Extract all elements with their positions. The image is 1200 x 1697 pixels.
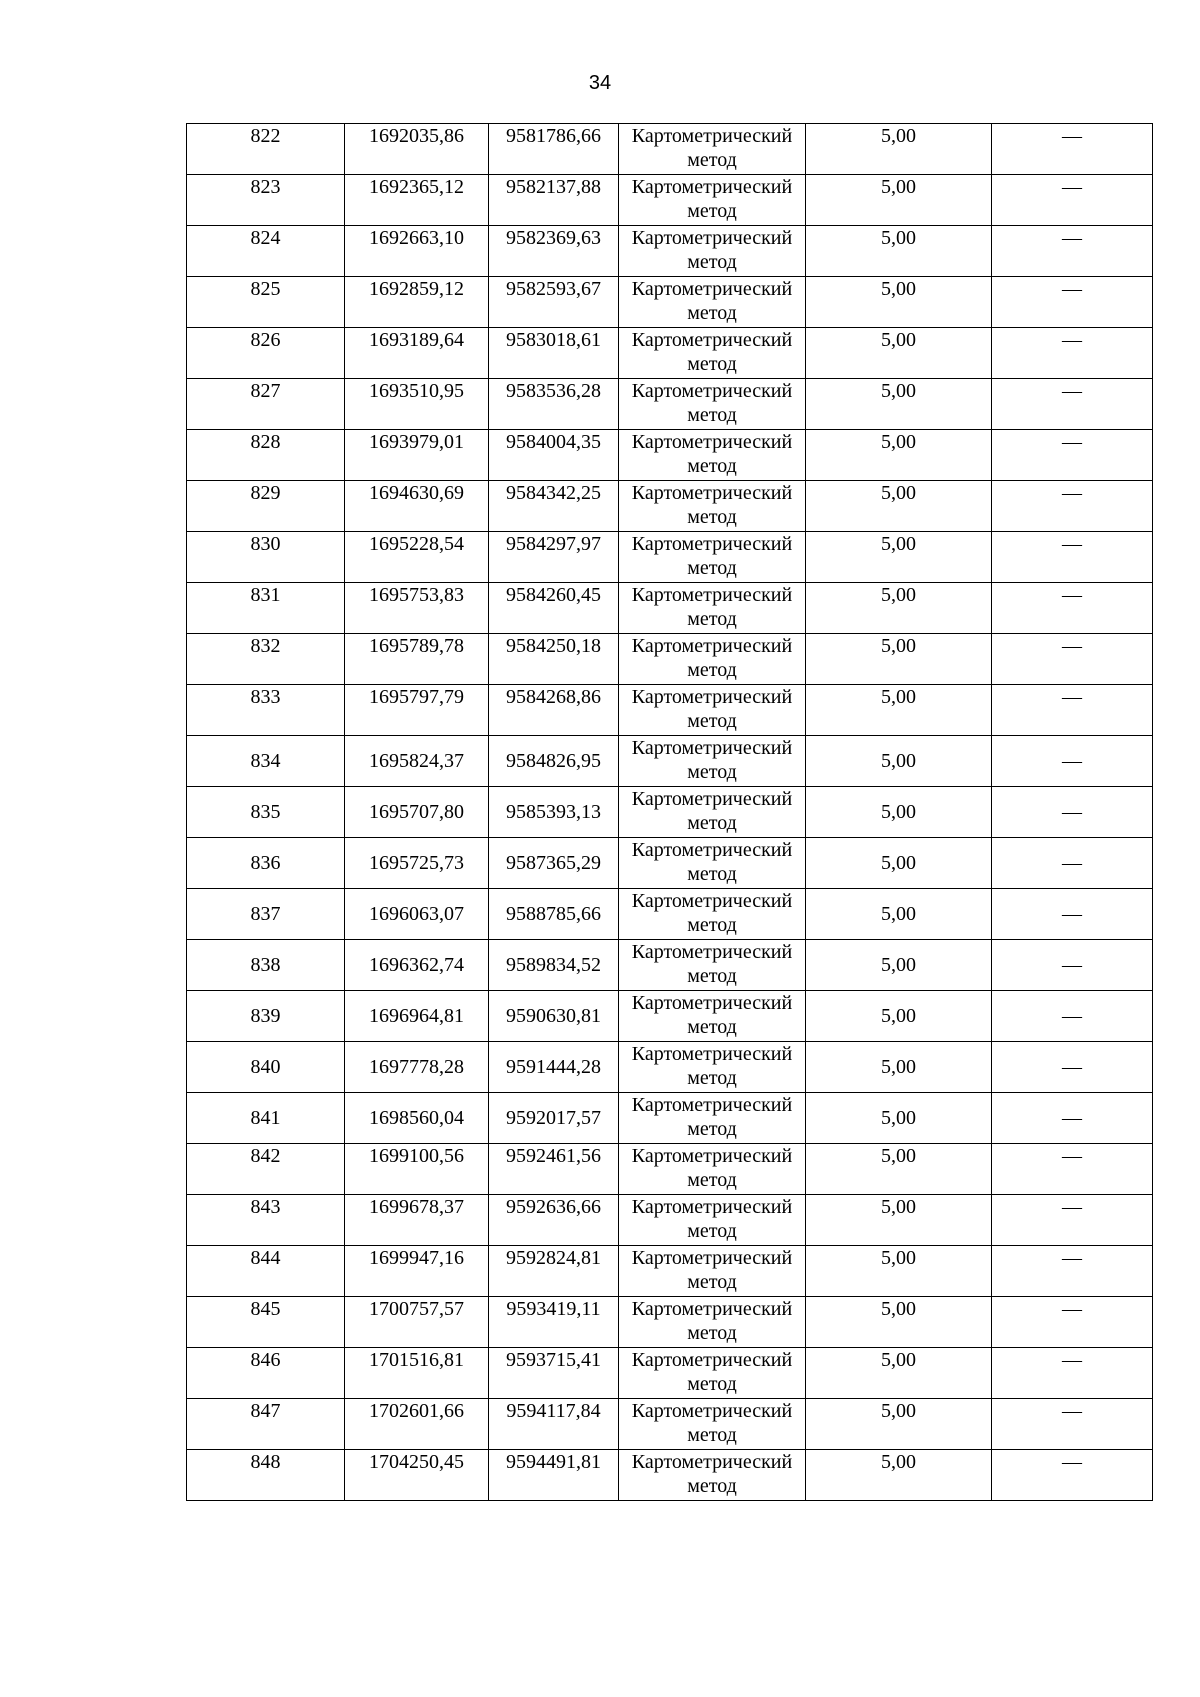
coordinates-table	[186, 123, 1153, 1501]
point-number-cell: 848	[187, 1450, 345, 1501]
point-number-cell: 826	[187, 328, 345, 379]
method-line-2: метод	[687, 1067, 737, 1089]
description-cell: —	[992, 1093, 1153, 1144]
method-line-1: Картометрический	[631, 533, 793, 555]
point-number-cell: 844	[187, 1246, 345, 1297]
description-cell: —	[992, 124, 1153, 175]
method-line-1: Картометрический	[631, 1145, 793, 1167]
description-cell: —	[992, 1144, 1153, 1195]
y-coordinate-cell: 9582593,67	[489, 277, 619, 328]
x-coordinate-cell: 1702601,66	[345, 1399, 489, 1450]
table-row	[187, 175, 1153, 226]
y-coordinate-cell: 9591444,28	[489, 1042, 619, 1093]
description-cell: —	[992, 1042, 1153, 1093]
x-coordinate-cell: 1695797,79	[345, 685, 489, 736]
description-cell: —	[992, 532, 1153, 583]
description-cell: —	[992, 175, 1153, 226]
accuracy-cell: 5,00	[806, 328, 992, 379]
accuracy-cell: 5,00	[806, 175, 992, 226]
method-cell	[619, 1348, 806, 1399]
method-line-1: Картометрический	[631, 788, 793, 810]
table-row	[187, 1348, 1153, 1399]
method-line-2: метод	[687, 965, 737, 987]
method-cell	[619, 1093, 806, 1144]
x-coordinate-cell: 1693510,95	[345, 379, 489, 430]
point-number-cell: 825	[187, 277, 345, 328]
description-cell: —	[992, 1450, 1153, 1501]
table-row	[187, 1246, 1153, 1297]
method-cell	[619, 1450, 806, 1501]
method-line-1: Картометрический	[631, 431, 793, 453]
x-coordinate-cell: 1698560,04	[345, 1093, 489, 1144]
y-coordinate-cell: 9582369,63	[489, 226, 619, 277]
method-line-1: Картометрический	[631, 635, 793, 657]
method-line-1: Картометрический	[631, 1043, 793, 1065]
method-line-2: метод	[687, 506, 737, 528]
description-cell: —	[992, 481, 1153, 532]
table-row	[187, 940, 1153, 991]
method-line-2: метод	[687, 1271, 737, 1293]
table-row	[187, 1399, 1153, 1450]
x-coordinate-cell: 1704250,45	[345, 1450, 489, 1501]
y-coordinate-cell: 9592636,66	[489, 1195, 619, 1246]
method-line-2: метод	[687, 302, 737, 324]
y-coordinate-cell: 9590630,81	[489, 991, 619, 1042]
y-coordinate-cell: 9581786,66	[489, 124, 619, 175]
description-cell: —	[992, 787, 1153, 838]
y-coordinate-cell: 9584004,35	[489, 430, 619, 481]
x-coordinate-cell: 1700757,57	[345, 1297, 489, 1348]
y-coordinate-cell: 9587365,29	[489, 838, 619, 889]
accuracy-cell: 5,00	[806, 685, 992, 736]
table-row	[187, 685, 1153, 736]
method-line-2: метод	[687, 659, 737, 681]
method-line-2: метод	[687, 404, 737, 426]
y-coordinate-cell: 9592824,81	[489, 1246, 619, 1297]
accuracy-cell: 5,00	[806, 379, 992, 430]
table-row	[187, 889, 1153, 940]
method-line-1: Картометрический	[631, 482, 793, 504]
y-coordinate-cell: 9593715,41	[489, 1348, 619, 1399]
x-coordinate-cell: 1695707,80	[345, 787, 489, 838]
table-row	[187, 430, 1153, 481]
description-cell: —	[992, 685, 1153, 736]
method-cell	[619, 1399, 806, 1450]
method-line-2: метод	[687, 251, 737, 273]
point-number-cell: 824	[187, 226, 345, 277]
method-cell	[619, 430, 806, 481]
accuracy-cell: 5,00	[806, 481, 992, 532]
accuracy-cell: 5,00	[806, 889, 992, 940]
method-line-2: метод	[687, 1373, 737, 1395]
table-row	[187, 1450, 1153, 1501]
x-coordinate-cell: 1696063,07	[345, 889, 489, 940]
table-row	[187, 838, 1153, 889]
method-line-1: Картометрический	[631, 686, 793, 708]
method-cell	[619, 889, 806, 940]
accuracy-cell: 5,00	[806, 1297, 992, 1348]
y-coordinate-cell: 9594491,81	[489, 1450, 619, 1501]
method-cell	[619, 481, 806, 532]
accuracy-cell: 5,00	[806, 277, 992, 328]
method-cell	[619, 736, 806, 787]
x-coordinate-cell: 1694630,69	[345, 481, 489, 532]
description-cell: —	[992, 226, 1153, 277]
table-row	[187, 991, 1153, 1042]
method-line-2: метод	[687, 1016, 737, 1038]
point-number-cell: 838	[187, 940, 345, 991]
point-number-cell: 828	[187, 430, 345, 481]
method-line-2: метод	[687, 200, 737, 222]
method-line-2: метод	[687, 914, 737, 936]
description-cell: —	[992, 1348, 1153, 1399]
method-cell	[619, 277, 806, 328]
method-line-2: метод	[687, 1220, 737, 1242]
accuracy-cell: 5,00	[806, 1093, 992, 1144]
method-line-2: метод	[687, 557, 737, 579]
method-cell	[619, 583, 806, 634]
x-coordinate-cell: 1696964,81	[345, 991, 489, 1042]
method-line-1: Картометрический	[631, 1196, 793, 1218]
table-row	[187, 226, 1153, 277]
method-line-1: Картометрический	[631, 941, 793, 963]
point-number-cell: 827	[187, 379, 345, 430]
method-line-1: Картометрический	[631, 380, 793, 402]
accuracy-cell: 5,00	[806, 787, 992, 838]
point-number-cell: 823	[187, 175, 345, 226]
point-number-cell: 843	[187, 1195, 345, 1246]
description-cell: —	[992, 940, 1153, 991]
method-line-2: метод	[687, 1424, 737, 1446]
method-line-1: Картометрический	[631, 329, 793, 351]
description-cell: —	[992, 430, 1153, 481]
point-number-cell: 832	[187, 634, 345, 685]
description-cell: —	[992, 889, 1153, 940]
x-coordinate-cell: 1701516,81	[345, 1348, 489, 1399]
method-line-1: Картометрический	[631, 839, 793, 861]
x-coordinate-cell: 1692035,86	[345, 124, 489, 175]
method-line-1: Картометрический	[631, 737, 793, 759]
table-row	[187, 532, 1153, 583]
x-coordinate-cell: 1695753,83	[345, 583, 489, 634]
point-number-cell: 847	[187, 1399, 345, 1450]
x-coordinate-cell: 1692859,12	[345, 277, 489, 328]
method-line-2: метод	[687, 1322, 737, 1344]
method-line-1: Картометрический	[631, 125, 793, 147]
x-coordinate-cell: 1693189,64	[345, 328, 489, 379]
method-line-2: метод	[687, 1475, 737, 1497]
x-coordinate-cell: 1695228,54	[345, 532, 489, 583]
description-cell: —	[992, 1399, 1153, 1450]
x-coordinate-cell: 1699678,37	[345, 1195, 489, 1246]
table-row	[187, 277, 1153, 328]
method-line-2: метод	[687, 1169, 737, 1191]
y-coordinate-cell: 9583018,61	[489, 328, 619, 379]
method-line-2: метод	[687, 608, 737, 630]
accuracy-cell: 5,00	[806, 940, 992, 991]
method-line-2: метод	[687, 455, 737, 477]
description-cell: —	[992, 838, 1153, 889]
table-row	[187, 787, 1153, 838]
method-cell	[619, 838, 806, 889]
point-number-cell: 839	[187, 991, 345, 1042]
method-line-1: Картометрический	[631, 1247, 793, 1269]
accuracy-cell: 5,00	[806, 1399, 992, 1450]
y-coordinate-cell: 9593419,11	[489, 1297, 619, 1348]
method-cell	[619, 1297, 806, 1348]
page-number: 34	[588, 72, 612, 94]
method-cell	[619, 124, 806, 175]
description-cell: —	[992, 736, 1153, 787]
accuracy-cell: 5,00	[806, 1195, 992, 1246]
description-cell: —	[992, 1246, 1153, 1297]
accuracy-cell: 5,00	[806, 532, 992, 583]
y-coordinate-cell: 9584268,86	[489, 685, 619, 736]
method-line-1: Картометрический	[631, 1349, 793, 1371]
y-coordinate-cell: 9588785,66	[489, 889, 619, 940]
point-number-cell: 837	[187, 889, 345, 940]
y-coordinate-cell: 9584260,45	[489, 583, 619, 634]
method-line-2: метод	[687, 353, 737, 375]
table-row	[187, 1297, 1153, 1348]
table-row	[187, 736, 1153, 787]
x-coordinate-cell: 1699100,56	[345, 1144, 489, 1195]
accuracy-cell: 5,00	[806, 583, 992, 634]
method-line-1: Картометрический	[631, 227, 793, 249]
accuracy-cell: 5,00	[806, 430, 992, 481]
x-coordinate-cell: 1695824,37	[345, 736, 489, 787]
accuracy-cell: 5,00	[806, 1246, 992, 1297]
x-coordinate-cell: 1695725,73	[345, 838, 489, 889]
point-number-cell: 830	[187, 532, 345, 583]
point-number-cell: 822	[187, 124, 345, 175]
method-line-2: метод	[687, 863, 737, 885]
description-cell: —	[992, 328, 1153, 379]
x-coordinate-cell: 1697778,28	[345, 1042, 489, 1093]
y-coordinate-cell: 9592461,56	[489, 1144, 619, 1195]
table-row	[187, 328, 1153, 379]
method-line-1: Картометрический	[631, 176, 793, 198]
accuracy-cell: 5,00	[806, 124, 992, 175]
point-number-cell: 845	[187, 1297, 345, 1348]
method-cell	[619, 940, 806, 991]
method-cell	[619, 379, 806, 430]
accuracy-cell: 5,00	[806, 1042, 992, 1093]
method-line-1: Картометрический	[631, 1094, 793, 1116]
description-cell: —	[992, 1195, 1153, 1246]
accuracy-cell: 5,00	[806, 991, 992, 1042]
method-cell	[619, 685, 806, 736]
method-cell	[619, 328, 806, 379]
y-coordinate-cell: 9594117,84	[489, 1399, 619, 1450]
x-coordinate-cell: 1695789,78	[345, 634, 489, 685]
method-cell	[619, 532, 806, 583]
description-cell: —	[992, 634, 1153, 685]
y-coordinate-cell: 9584297,97	[489, 532, 619, 583]
method-line-1: Картометрический	[631, 1298, 793, 1320]
method-cell	[619, 1144, 806, 1195]
method-line-2: метод	[687, 149, 737, 171]
point-number-cell: 836	[187, 838, 345, 889]
method-line-1: Картометрический	[631, 992, 793, 1014]
description-cell: —	[992, 379, 1153, 430]
method-cell	[619, 175, 806, 226]
y-coordinate-cell: 9585393,13	[489, 787, 619, 838]
method-line-1: Картометрический	[631, 1400, 793, 1422]
accuracy-cell: 5,00	[806, 1144, 992, 1195]
table-row	[187, 1195, 1153, 1246]
accuracy-cell: 5,00	[806, 1348, 992, 1399]
point-number-cell: 842	[187, 1144, 345, 1195]
table-body	[187, 124, 1153, 1501]
accuracy-cell: 5,00	[806, 736, 992, 787]
description-cell: —	[992, 1297, 1153, 1348]
y-coordinate-cell: 9589834,52	[489, 940, 619, 991]
x-coordinate-cell: 1692663,10	[345, 226, 489, 277]
method-cell	[619, 1195, 806, 1246]
description-cell: —	[992, 991, 1153, 1042]
method-line-2: метод	[687, 812, 737, 834]
method-cell	[619, 787, 806, 838]
accuracy-cell: 5,00	[806, 634, 992, 685]
table-row	[187, 583, 1153, 634]
table-row	[187, 1144, 1153, 1195]
method-cell	[619, 991, 806, 1042]
point-number-cell: 829	[187, 481, 345, 532]
table-row	[187, 481, 1153, 532]
y-coordinate-cell: 9584342,25	[489, 481, 619, 532]
accuracy-cell: 5,00	[806, 838, 992, 889]
y-coordinate-cell: 9584250,18	[489, 634, 619, 685]
method-cell	[619, 1246, 806, 1297]
accuracy-cell: 5,00	[806, 226, 992, 277]
y-coordinate-cell: 9583536,28	[489, 379, 619, 430]
method-line-2: метод	[687, 761, 737, 783]
point-number-cell: 833	[187, 685, 345, 736]
point-number-cell: 841	[187, 1093, 345, 1144]
y-coordinate-cell: 9582137,88	[489, 175, 619, 226]
y-coordinate-cell: 9584826,95	[489, 736, 619, 787]
table-row	[187, 124, 1153, 175]
method-line-2: метод	[687, 1118, 737, 1140]
description-cell: —	[992, 277, 1153, 328]
accuracy-cell: 5,00	[806, 1450, 992, 1501]
table-row	[187, 379, 1153, 430]
method-cell	[619, 1042, 806, 1093]
method-line-1: Картометрический	[631, 1451, 793, 1473]
point-number-cell: 840	[187, 1042, 345, 1093]
method-cell	[619, 226, 806, 277]
x-coordinate-cell: 1699947,16	[345, 1246, 489, 1297]
point-number-cell: 831	[187, 583, 345, 634]
x-coordinate-cell: 1692365,12	[345, 175, 489, 226]
method-line-1: Картометрический	[631, 890, 793, 912]
description-cell: —	[992, 583, 1153, 634]
method-cell	[619, 634, 806, 685]
method-line-1: Картометрический	[631, 584, 793, 606]
table-row	[187, 1042, 1153, 1093]
table-row	[187, 1093, 1153, 1144]
x-coordinate-cell: 1693979,01	[345, 430, 489, 481]
point-number-cell: 835	[187, 787, 345, 838]
point-number-cell: 834	[187, 736, 345, 787]
x-coordinate-cell: 1696362,74	[345, 940, 489, 991]
y-coordinate-cell: 9592017,57	[489, 1093, 619, 1144]
method-line-2: метод	[687, 710, 737, 732]
point-number-cell: 846	[187, 1348, 345, 1399]
method-line-1: Картометрический	[631, 278, 793, 300]
table-row	[187, 634, 1153, 685]
